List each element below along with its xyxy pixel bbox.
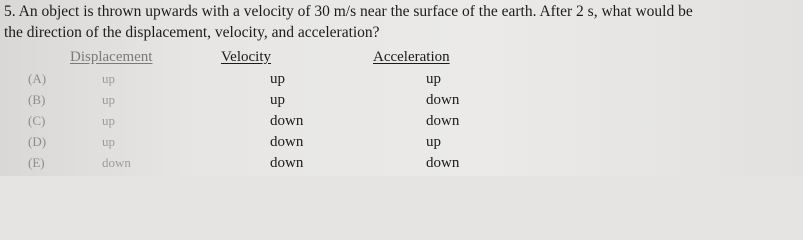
velocity-cell: down bbox=[270, 134, 304, 150]
header-acceleration: Acceleration bbox=[373, 49, 450, 65]
displacement-cell: up bbox=[102, 92, 115, 107]
answer-row-a bbox=[0, 68, 803, 90]
displacement-cell: up bbox=[102, 134, 115, 149]
acceleration-cell: down bbox=[426, 113, 460, 129]
option-label: (D) bbox=[28, 134, 47, 149]
option-label: (A) bbox=[28, 71, 47, 86]
answer-row-b bbox=[0, 89, 803, 111]
displacement-cell: up bbox=[102, 71, 115, 86]
option-label: (C) bbox=[28, 113, 46, 128]
velocity-cell: down bbox=[270, 155, 304, 171]
option-label: (B) bbox=[28, 92, 46, 107]
velocity-cell: down bbox=[270, 113, 304, 129]
velocity-cell: up bbox=[270, 71, 285, 87]
acceleration-cell: down bbox=[426, 155, 460, 171]
acceleration-cell: up bbox=[426, 71, 441, 87]
question-line-2: the direction of the displacement, velocity, and acceleration? bbox=[4, 24, 380, 41]
header-velocity: Velocity bbox=[221, 49, 271, 65]
question-text bbox=[4, 1, 799, 43]
acceleration-cell: up bbox=[426, 134, 441, 150]
answer-row-c bbox=[0, 110, 803, 132]
displacement-cell: up bbox=[102, 113, 115, 128]
answer-row-e bbox=[0, 152, 803, 174]
displacement-cell: down bbox=[102, 155, 131, 170]
header-displacement: Displacement bbox=[70, 49, 153, 65]
option-label: (E) bbox=[28, 155, 45, 170]
velocity-cell: up bbox=[270, 92, 285, 108]
acceleration-cell: down bbox=[426, 92, 460, 108]
question-line-1: 5. An object is thrown upwards with a velocity of 30 m/s near the surface of the earth. After 2 s, what would be bbox=[4, 3, 693, 20]
answer-row-d bbox=[0, 131, 803, 153]
